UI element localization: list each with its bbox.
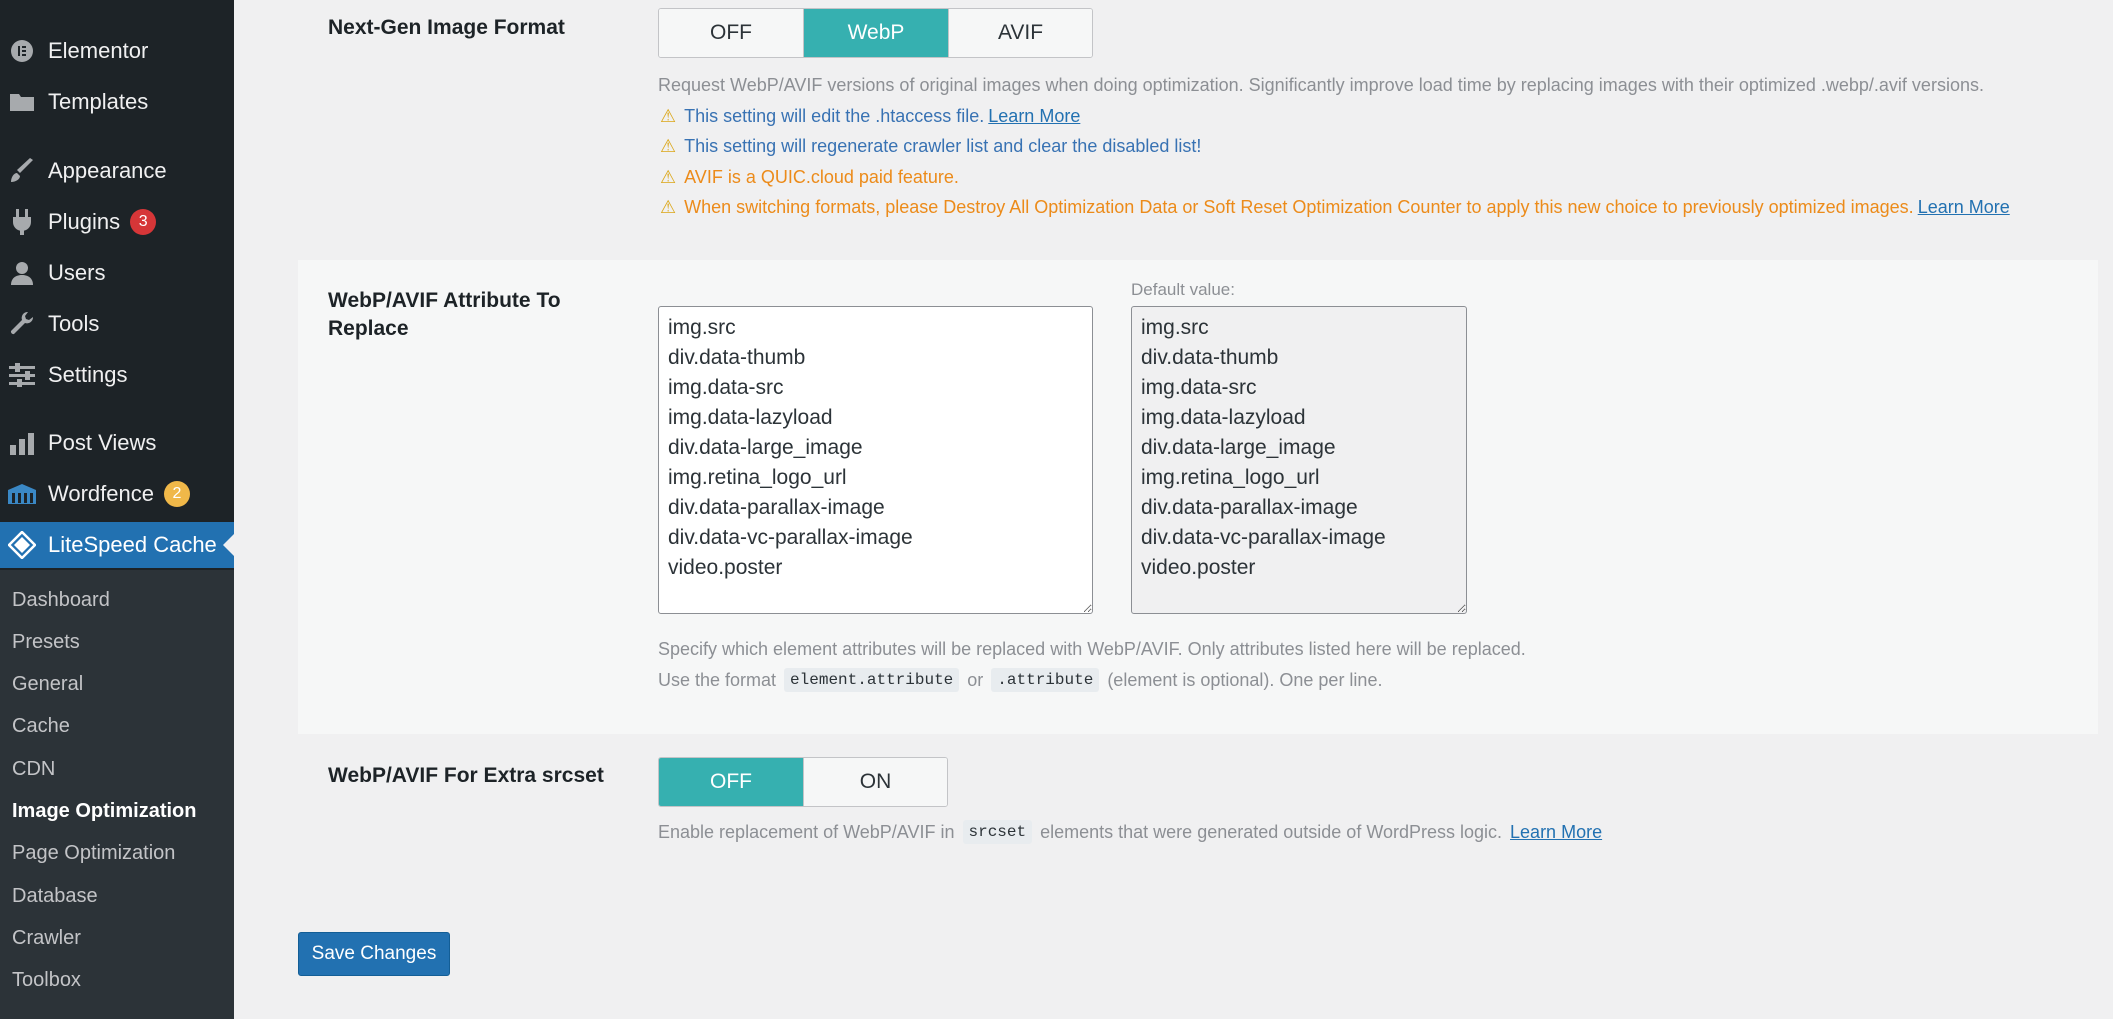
menu-item-wordfence[interactable] bbox=[0, 471, 234, 517]
submenu-toolbox[interactable]: Toolbox bbox=[12, 969, 81, 991]
warning-text: This setting will edit the .htaccess file. bbox=[684, 106, 985, 126]
sliders-icon bbox=[8, 361, 36, 389]
menu-label: Templates bbox=[48, 89, 149, 114]
menu-item-post-views[interactable] bbox=[0, 420, 234, 466]
menu-item-litespeed-cache[interactable] bbox=[0, 522, 234, 568]
wordfence-alert-badge: 2 bbox=[164, 481, 190, 507]
submenu-cdn[interactable]: CDN bbox=[12, 758, 56, 780]
submenu-general[interactable]: General bbox=[12, 673, 84, 695]
extra-srcset-help bbox=[658, 820, 1602, 844]
menu-label: Users bbox=[48, 260, 106, 285]
elementor-icon bbox=[8, 37, 36, 65]
submenu-presets[interactable]: Presets bbox=[12, 631, 80, 653]
next-gen-format-toggle bbox=[658, 8, 1093, 58]
warning-crawler bbox=[660, 136, 1201, 157]
menu-item-settings[interactable] bbox=[0, 352, 234, 398]
submenu-crawler[interactable]: Crawler bbox=[12, 927, 81, 949]
admin-sidebar bbox=[0, 0, 234, 1019]
warning-icon: ⚠ bbox=[660, 197, 677, 217]
format-option-webp[interactable]: WebP bbox=[804, 9, 949, 57]
litespeed-submenu bbox=[0, 570, 234, 1019]
menu-item-tools[interactable] bbox=[0, 301, 234, 347]
help-prefix: Use the format bbox=[658, 669, 777, 690]
warning-text: AVIF is a QUIC.cloud paid feature. bbox=[684, 167, 959, 187]
warning-icon: ⚠ bbox=[660, 136, 677, 156]
default-value-label: Default value: bbox=[1131, 280, 1235, 299]
submenu-dashboard[interactable]: Dashboard bbox=[12, 589, 110, 611]
help-suffix: elements that were generated outside of WordPress logic. bbox=[1040, 821, 1503, 842]
menu-label: Appearance bbox=[48, 158, 167, 183]
extra-srcset-label: WebP/AVIF For Extra srcset bbox=[328, 764, 604, 787]
srcset-option-on[interactable]: ON bbox=[804, 758, 947, 806]
format-option-off[interactable]: OFF bbox=[659, 9, 804, 57]
menu-label: LiteSpeed Cache bbox=[48, 532, 217, 557]
menu-label: Plugins bbox=[48, 209, 121, 234]
srcset-option-off[interactable]: OFF bbox=[659, 758, 804, 806]
attribute-format-help bbox=[658, 668, 1382, 692]
warning-avif-paid bbox=[660, 167, 959, 188]
menu-label: Post Views bbox=[48, 430, 157, 455]
default-value-textarea bbox=[1131, 306, 1467, 614]
wrench-icon bbox=[8, 310, 36, 338]
menu-item-templates[interactable] bbox=[0, 79, 234, 125]
format-option-avif[interactable]: AVIF bbox=[949, 9, 1092, 57]
menu-item-plugins[interactable] bbox=[0, 199, 234, 245]
menu-item-users[interactable] bbox=[0, 250, 234, 296]
active-menu-arrow bbox=[223, 534, 234, 556]
next-gen-description: Request WebP/AVIF versions of original images when doing optimization. Significantly improve load time by replacing images with their optimized .webp/.avif versions. bbox=[658, 75, 1984, 95]
submenu-page-optimization[interactable]: Page Optimization bbox=[12, 842, 176, 864]
menu-label: Wordfence bbox=[48, 481, 154, 506]
wordfence-icon bbox=[8, 480, 36, 508]
warning-icon: ⚠ bbox=[660, 167, 677, 187]
code-element-attribute: element.attribute bbox=[784, 668, 959, 692]
warning-text: This setting will regenerate crawler list and clear the disabled list! bbox=[684, 136, 1202, 156]
attribute-replace-textarea[interactable] bbox=[658, 306, 1093, 614]
code-srcset: srcset bbox=[963, 820, 1033, 844]
folder-icon bbox=[8, 88, 36, 116]
menu-label: Tools bbox=[48, 311, 100, 336]
diamond-icon bbox=[8, 531, 36, 559]
help-prefix: Enable replacement of WebP/AVIF in bbox=[658, 821, 955, 842]
code-attribute: .attribute bbox=[991, 668, 1099, 692]
submenu-cache[interactable]: Cache bbox=[12, 715, 70, 737]
brush-icon bbox=[8, 157, 36, 185]
attribute-help-text: Specify which element attributes will be replaced with WebP/AVIF. Only attributes listed here will be replaced. bbox=[658, 639, 1526, 659]
learn-more-switch-link[interactable]: Learn More bbox=[1917, 197, 2010, 217]
warning-text: When switching formats, please Destroy All Optimization Data or Soft Reset Optimization Counter to apply this new choice to previously optimized images. bbox=[684, 197, 1914, 217]
help-or: or bbox=[967, 669, 984, 690]
learn-more-srcset-link[interactable]: Learn More bbox=[1510, 821, 1603, 842]
learn-more-htaccess-link[interactable]: Learn More bbox=[988, 106, 1081, 126]
menu-label: Settings bbox=[48, 362, 128, 387]
extra-srcset-toggle bbox=[658, 757, 948, 807]
bar-chart-icon bbox=[8, 429, 36, 457]
plugins-update-badge: 3 bbox=[130, 209, 156, 235]
help-suffix: (element is optional). One per line. bbox=[1107, 669, 1383, 690]
menu-item-appearance[interactable] bbox=[0, 148, 234, 194]
menu-item-elementor[interactable] bbox=[0, 28, 234, 74]
save-changes-button[interactable]: Save Changes bbox=[298, 932, 450, 976]
menu-label: Elementor bbox=[48, 38, 149, 63]
user-icon bbox=[8, 259, 36, 287]
warning-htaccess bbox=[660, 106, 1080, 127]
warning-switch-formats bbox=[660, 197, 2010, 218]
warning-icon: ⚠ bbox=[660, 106, 677, 126]
submenu-image-optimization[interactable]: Image Optimization bbox=[12, 800, 197, 822]
next-gen-format-label: Next-Gen Image Format bbox=[328, 16, 565, 39]
plug-icon bbox=[8, 208, 36, 236]
attribute-replace-label: WebP/AVIF Attribute To Replace bbox=[328, 289, 561, 340]
submenu-database[interactable]: Database bbox=[12, 885, 98, 907]
